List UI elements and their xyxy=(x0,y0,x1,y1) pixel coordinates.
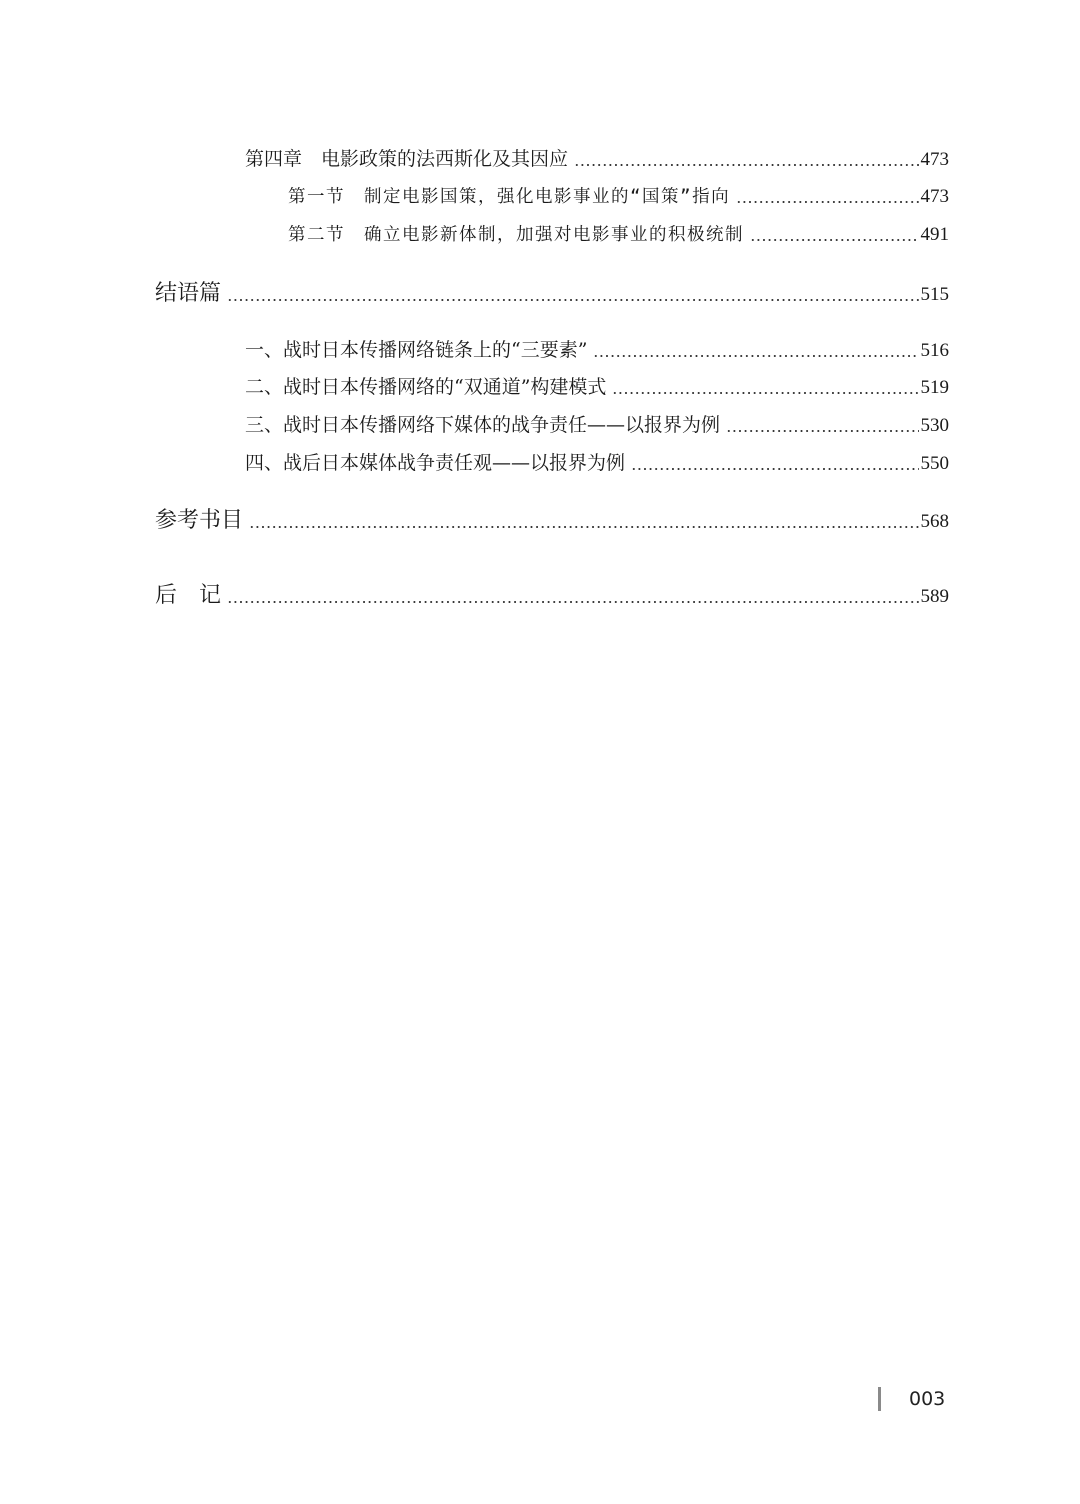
toc-entry-section-2[interactable] xyxy=(288,221,949,246)
toc-entry-title: 参考书目 xyxy=(155,508,244,533)
toc-entry-conclusion-item-2[interactable] xyxy=(245,372,949,399)
toc-entry-title: 第二节 确立电影新体制，加强对电影事业的积极统制 xyxy=(288,225,744,245)
toc-entry-section-1[interactable] xyxy=(288,183,949,208)
toc-entry-conclusion-item-3[interactable] xyxy=(245,410,949,437)
toc-entry-title: 后 记 xyxy=(155,583,222,608)
toc-entry-page: 519 xyxy=(920,377,949,398)
toc-entry-page: 515 xyxy=(920,284,949,305)
toc-entry-page: 516 xyxy=(920,340,949,361)
toc-entry-title: 一、战时日本传播网络链条上的“三要素” xyxy=(245,339,588,361)
page-number: 003 xyxy=(909,1388,946,1410)
toc-entry-afterword[interactable] xyxy=(155,578,949,609)
toc-entry-conclusion-item-1[interactable] xyxy=(245,335,949,362)
toc-entry-page: 491 xyxy=(920,224,949,245)
toc-entry-title: 第四章 电影政策的法西斯化及其因应 xyxy=(245,148,569,170)
dot-leader xyxy=(249,507,918,529)
toc-entry-page: 550 xyxy=(920,453,949,474)
toc-entry-page: 473 xyxy=(920,149,949,170)
toc-entry-page: 530 xyxy=(920,415,949,436)
dot-leader xyxy=(227,582,918,604)
toc-entry-title: 四、战后日本媒体战争责任观——以报界为例 xyxy=(245,452,626,474)
toc-entry-conclusion-item-4[interactable] xyxy=(245,448,949,475)
dot-leader xyxy=(631,452,918,471)
dot-leader xyxy=(593,339,918,358)
toc-entry-page: 473 xyxy=(920,186,949,207)
toc-entry-page: 589 xyxy=(920,586,949,607)
dot-leader xyxy=(227,280,918,302)
toc-entry-conclusion[interactable] xyxy=(155,276,949,307)
toc-entry-page: 568 xyxy=(920,511,949,532)
dot-leader xyxy=(736,187,918,205)
toc-entry-title: 二、战时日本传播网络的“双通道”构建模式 xyxy=(245,376,607,398)
toc-entry-title: 三、战时日本传播网络下媒体的战争责任——以报界为例 xyxy=(245,414,721,436)
folio-divider xyxy=(878,1387,881,1411)
toc-entry-title: 结语篇 xyxy=(155,281,222,306)
page-footer xyxy=(878,1386,945,1412)
dot-leader xyxy=(574,148,918,167)
toc-entry-title: 第一节 制定电影国策，强化电影事业的“国策”指向 xyxy=(288,187,731,207)
toc-entry-chapter-4[interactable] xyxy=(245,144,949,171)
dot-leader xyxy=(750,225,919,243)
toc-entry-bibliography[interactable] xyxy=(155,503,949,534)
dot-leader xyxy=(612,376,918,395)
dot-leader xyxy=(726,414,918,433)
